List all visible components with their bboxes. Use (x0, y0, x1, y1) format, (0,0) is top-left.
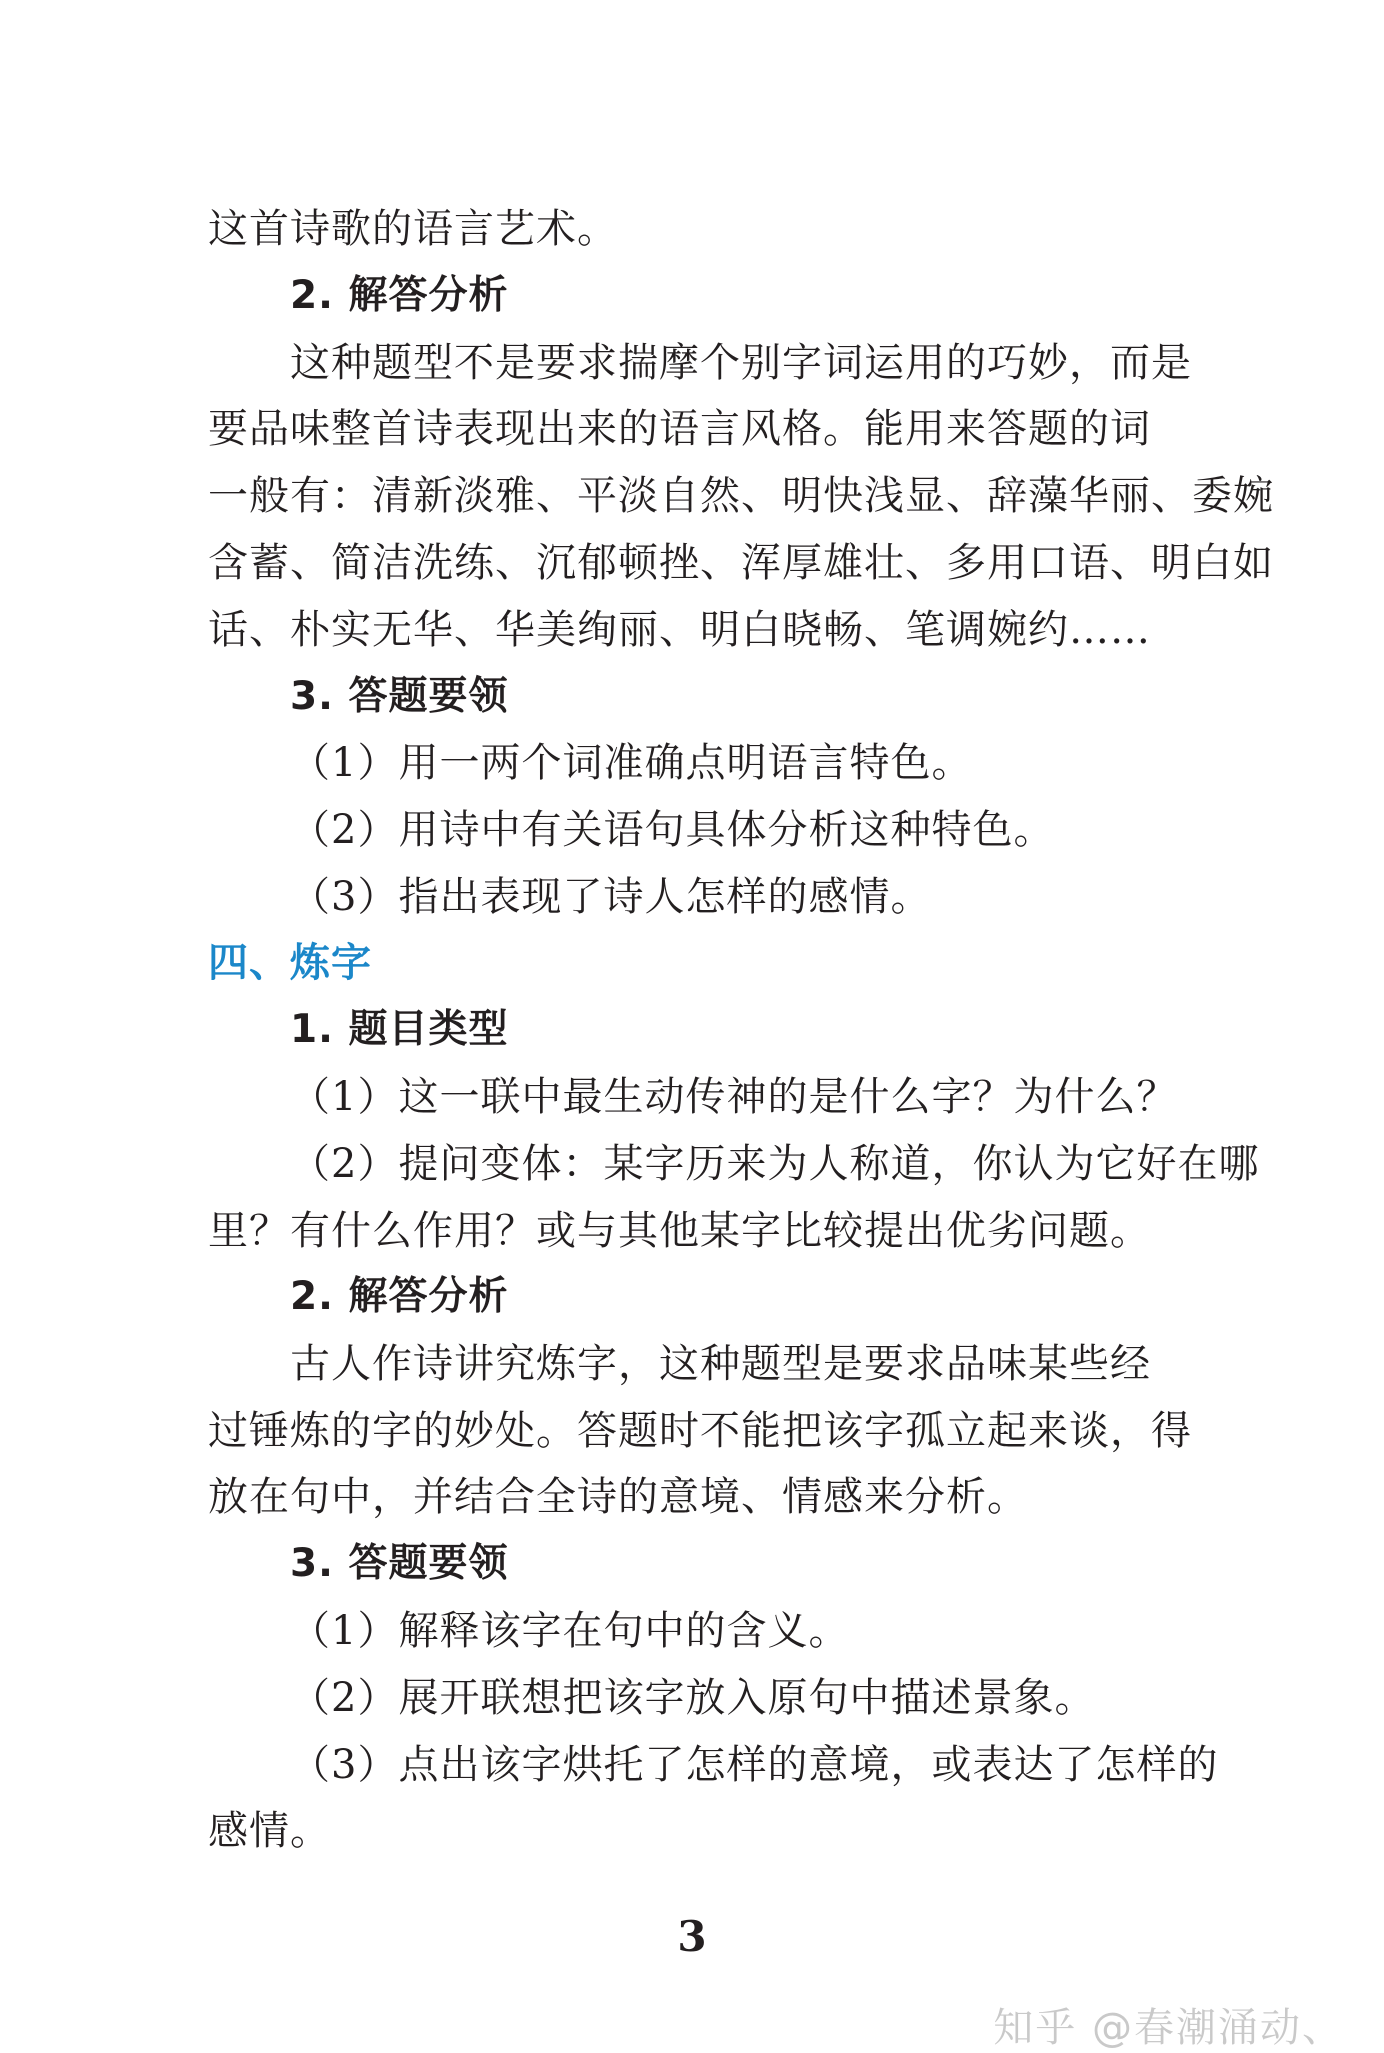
text-line: 话、朴实无华、华美绚丽、明白晓畅、笔调婉约…… (208, 607, 1151, 653)
list-item: （1）用一两个词准确点明语言特色。 (290, 740, 973, 786)
list-item: （2）提问变体：某字历来为人称道，你认为它好在哪 (290, 1141, 1260, 1187)
list-item: （3）指出表现了诗人怎样的感情。 (290, 874, 932, 920)
text-line: 感情。 (208, 1808, 331, 1854)
text-line: 放在句中，并结合全诗的意境、情感来分析。 (208, 1474, 1028, 1520)
list-item: （3）点出该字烘托了怎样的意境，或表达了怎样的 (290, 1742, 1219, 1788)
watermark: 知乎 @春潮涌动、 (993, 2005, 1344, 2051)
text-line: 里？有什么作用？或与其他某字比较提出优劣问题。 (208, 1208, 1151, 1254)
section-heading: 四、炼字 (208, 940, 372, 986)
text-line: 一般有：清新淡雅、平淡自然、明快浅显、辞藻华丽、委婉 (208, 473, 1274, 519)
subheading-answer-analysis: 2. 解答分析 (290, 1274, 509, 1319)
subheading-question-type: 1. 题目类型 (290, 1007, 509, 1052)
page-number: 3 (677, 1912, 707, 1961)
text-line: 这种题型不是要求揣摩个别字词运用的巧妙，而是 (290, 340, 1192, 386)
text-line: 古人作诗讲究炼字，这种题型是要求品味某些经 (290, 1341, 1151, 1387)
list-item: （2）用诗中有关语句具体分析这种特色。 (290, 807, 1055, 853)
list-item: （1）解释该字在句中的含义。 (290, 1608, 850, 1654)
text-line: 过锤炼的字的妙处。答题时不能把该字孤立起来谈，得 (208, 1408, 1192, 1454)
text-line: 这首诗歌的语言艺术。 (208, 206, 618, 252)
subheading-answer-analysis: 2. 解答分析 (290, 273, 509, 318)
list-item: （2）展开联想把该字放入原句中描述景象。 (290, 1675, 1096, 1721)
subheading-answer-key-points: 3. 答题要领 (290, 1541, 509, 1586)
text-line: 要品味整首诗表现出来的语言风格。能用来答题的词 (208, 406, 1151, 452)
subheading-answer-key-points: 3. 答题要领 (290, 674, 509, 719)
text-line: 含蓄、简洁洗练、沉郁顿挫、浑厚雄壮、多用口语、明白如 (208, 540, 1274, 586)
list-item: （1）这一联中最生动传神的是什么字？为什么？ (290, 1074, 1178, 1120)
